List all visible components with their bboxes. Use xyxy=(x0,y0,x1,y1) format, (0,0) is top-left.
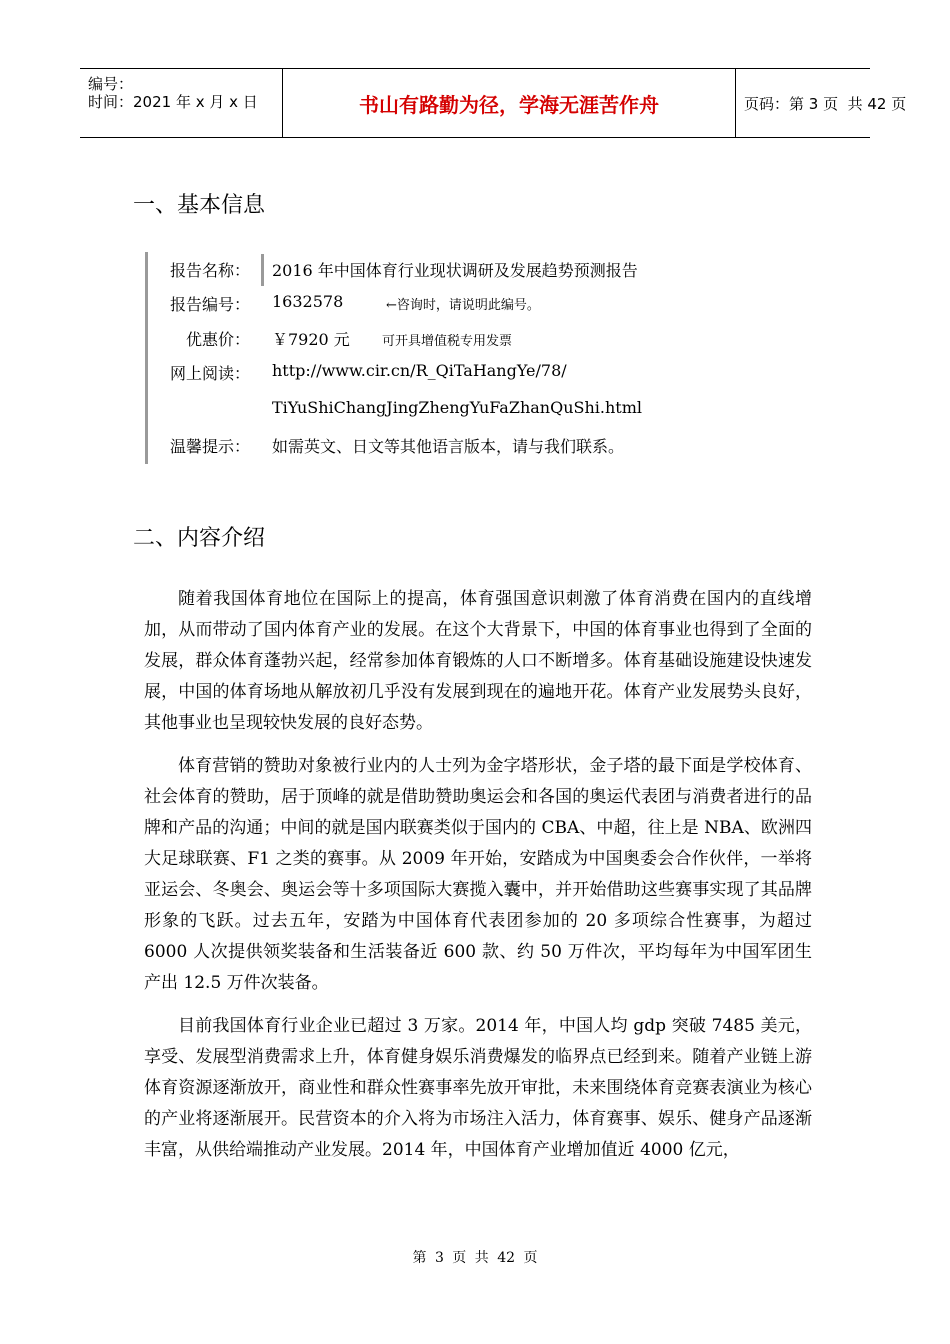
paragraph: 目前我国体育行业企业已超过 3 万家。2014 年，中国人均 gdp 突破 7485 美元，享受、发展型消费需求上升，体育健身娱乐消费爆发的临界点已经到来。随着产业链上游体育资源逐渐放开，商业性和群众性赛事率先放开审批，未来围绕体育竞赛表演业为核心的产业将逐渐展开。民营资本的介入将为市场注入活力，体育赛事、娱乐、健身产品逐渐丰富，从供给端推动产业发展。2014 年，中国体育产业增加值近 4000 亿元， xyxy=(144,1016,812,1160)
section-title-basic-info: 一、基本信息 xyxy=(133,193,266,218)
info-label: 报告名称： xyxy=(169,261,250,280)
info-note: ←咨询时，请说明此编号。 xyxy=(386,298,540,313)
info-note: 可开具增值税专用发票 xyxy=(382,334,513,349)
online-read-link[interactable]: http://www.cir.cn/R_QiTaHangYe/78/ xyxy=(272,361,567,380)
section-title-content-intro: 二、内容介绍 xyxy=(133,526,266,551)
basic-info-block xyxy=(145,252,828,464)
header-page-info: 页码：第 3 页 共 42 页 xyxy=(744,94,907,113)
header-meta xyxy=(88,69,281,137)
online-read-link-cont[interactable]: TiYuShiChangJingZhengYuFaZhanQuShi.html xyxy=(272,398,643,417)
paragraph: 体育营销的赞助对象被行业内的人士列为金字塔形状，金子塔的最下面是学校体育、社会体育的赞助，居于顶峰的就是借助赞助奥运会和各国的奥运代表团与消费者进行的品牌和产品的沟通；中间的就是国内联赛类似于国内的 CBA、中超，往上是 NBA、欧洲四大足球联赛、F1 之类的赛事。从 2009 年开始，安踏成为中国奥委会合作伙伴，一举将亚运会、冬奥会、奥运会等十多项国际大赛揽入囊中，并开始借助这些赛事实现了其品牌形象的飞跃。过去五年，安踏为中国体育代表团参加的 20 多项综合性赛事，为超过 6000 人次提供领奖装备和生活装备近 600 款、约 50 万件次，平均每年为中国军团生产出 12.5 万件次装备。 xyxy=(144,756,812,993)
paragraph: 随着我国体育地位在国际上的提高，体育强国意识刺激了体育消费在国内的直线增加，从而带动了国内体育产业的发展。在这个大背景下，中国的体育事业也得到了全面的发展，群众体育蓬勃兴起，经常参加体育锻炼的人口不断增多。体育基础设施建设快速发展，中国的体育场地从解放初几乎没有发展到现在的遍地开花。体育产业发展势头良好，其他事业也呈现较快发展的良好态势。 xyxy=(144,589,812,733)
title-marker xyxy=(261,254,264,286)
page-footer: 第 3 页 共 42 页 xyxy=(412,1250,538,1266)
header-date: 时间：2021 年 x 月 x 日 xyxy=(88,93,258,111)
info-label: 优惠价： xyxy=(185,330,250,349)
page-header xyxy=(80,68,907,138)
info-label: 报告编号： xyxy=(169,295,250,314)
info-value: 如需英文、日文等其他语言版本，请与我们联系。 xyxy=(272,437,625,456)
header-motto: 书山有路勤为径，学海无涯苦作舟 xyxy=(282,69,736,137)
info-value: 2016 年中国体育行业现状调研及发展趋势预测报告 xyxy=(272,261,638,280)
info-label: 网上阅读： xyxy=(169,364,250,383)
info-value: 1632578 xyxy=(272,292,344,311)
info-value: ￥7920 元 xyxy=(272,330,350,349)
info-label: 温馨提示： xyxy=(169,437,250,456)
header-code-label: 编号： xyxy=(88,75,134,93)
